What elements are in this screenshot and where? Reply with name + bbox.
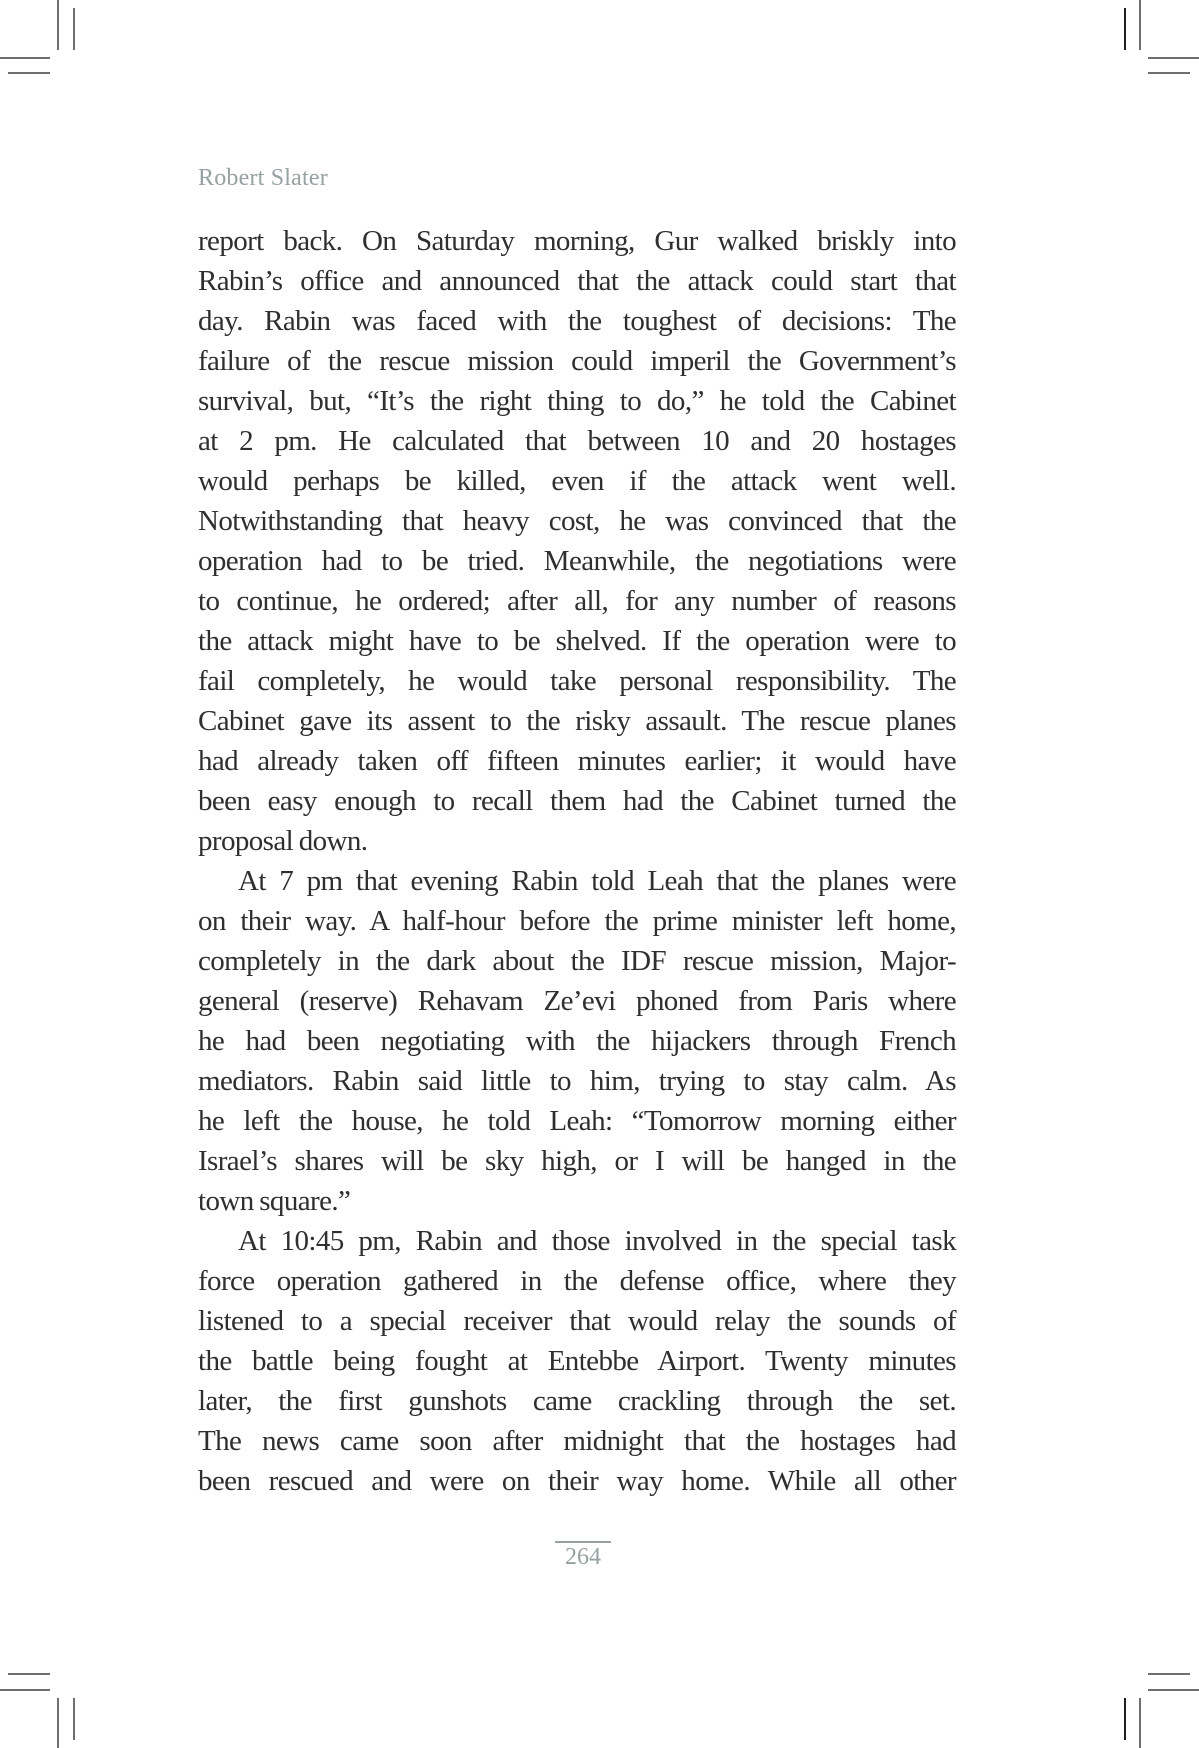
text-line: he had been negotiating with the hijackers through French	[198, 1025, 956, 1057]
crop-mark-top-left-horizontal-inner	[8, 72, 50, 74]
text-line: proposal down.	[198, 825, 368, 857]
text-line: been rescued and were on their way home. While all other	[198, 1465, 956, 1497]
text-line: at 2 pm. He calculated that between 10 and 20 hostages	[198, 425, 956, 457]
crop-mark-top-right-vertical-inner	[1124, 8, 1126, 50]
text-line: later, the first gunshots came crackling through the set.	[198, 1385, 956, 1417]
text-line: the battle being fought at Entebbe Airport. Twenty minutes	[198, 1345, 956, 1377]
text-line: Israel’s shares will be sky high, or I will be hanged in the	[198, 1145, 956, 1177]
text-line: completely in the dark about the IDF rescue mission, Major-	[198, 945, 956, 977]
paragraph-2	[198, 864, 956, 1224]
crop-mark-top-right-horizontal-inner	[1148, 72, 1190, 74]
text-line: The news came soon after midnight that the hostages had	[198, 1425, 956, 1457]
text-line: been easy enough to recall them had the Cabinet turned the	[198, 785, 956, 817]
text-line: At 10:45 pm, Rabin and those involved in the special task	[238, 1225, 956, 1257]
text-line: report back. On Saturday morning, Gur walked briskly into	[198, 225, 956, 257]
crop-mark-bottom-left-horizontal-inner	[8, 1673, 50, 1675]
crop-mark-bottom-left-horizontal-outer	[0, 1689, 50, 1691]
text-line: he left the house, he told Leah: “Tomorrow morning either	[198, 1105, 956, 1137]
paragraph-1	[198, 224, 956, 864]
crop-mark-bottom-left-vertical-inner	[73, 1698, 75, 1740]
text-line: on their way. A half-hour before the prime minister left home,	[198, 905, 956, 937]
text-line: survival, but, “It’s the right thing to do,” he told the Cabinet	[198, 385, 956, 417]
paragraph-3	[198, 1224, 956, 1504]
text-line: Cabinet gave its assent to the risky assault. The rescue planes	[198, 705, 956, 737]
crop-mark-bottom-left-vertical-outer	[57, 1698, 59, 1748]
text-line: listened to a special receiver that would relay the sounds of	[198, 1305, 956, 1337]
text-line: day. Rabin was faced with the toughest of decisions: The	[198, 305, 956, 337]
crop-mark-top-right-vertical-outer	[1139, 0, 1141, 50]
crop-mark-top-left-vertical-outer	[57, 0, 59, 50]
page-number: 264	[555, 1541, 611, 1570]
text-line: general (reserve) Rehavam Ze’evi phoned from Paris where	[198, 985, 956, 1017]
body-text	[198, 224, 956, 1504]
crop-mark-top-left-vertical-inner	[73, 8, 75, 50]
text-line: failure of the rescue mission could imperil the Government’s	[198, 345, 956, 377]
crop-mark-bottom-right-vertical-inner	[1124, 1698, 1126, 1740]
text-line: town square.”	[198, 1185, 351, 1217]
text-line: force operation gathered in the defense office, where they	[198, 1265, 956, 1297]
crop-mark-bottom-right-vertical-outer	[1139, 1698, 1141, 1748]
text-line: operation had to be tried. Meanwhile, the negotiations were	[198, 545, 956, 577]
text-line: Notwithstanding that heavy cost, he was convinced that the	[198, 505, 956, 537]
text-line: fail completely, he would take personal responsibility. The	[198, 665, 956, 697]
running-head-author: Robert Slater	[198, 165, 328, 191]
text-line: the attack might have to be shelved. If the operation were to	[198, 625, 956, 657]
text-line: At 7 pm that evening Rabin told Leah that the planes were	[238, 865, 956, 897]
text-line: would perhaps be killed, even if the attack went well.	[198, 465, 956, 497]
crop-mark-bottom-right-horizontal-inner	[1148, 1673, 1190, 1675]
text-line: had already taken off fifteen minutes earlier; it would have	[198, 745, 956, 777]
crop-mark-bottom-right-horizontal-outer	[1148, 1689, 1199, 1691]
text-line: to continue, he ordered; after all, for any number of reasons	[198, 585, 956, 617]
text-line: mediators. Rabin said little to him, trying to stay calm. As	[198, 1065, 956, 1097]
text-line: Rabin’s office and announced that the attack could start that	[198, 265, 956, 297]
crop-mark-top-right-horizontal-outer	[1148, 57, 1199, 59]
crop-mark-top-left-horizontal-outer	[0, 57, 50, 59]
